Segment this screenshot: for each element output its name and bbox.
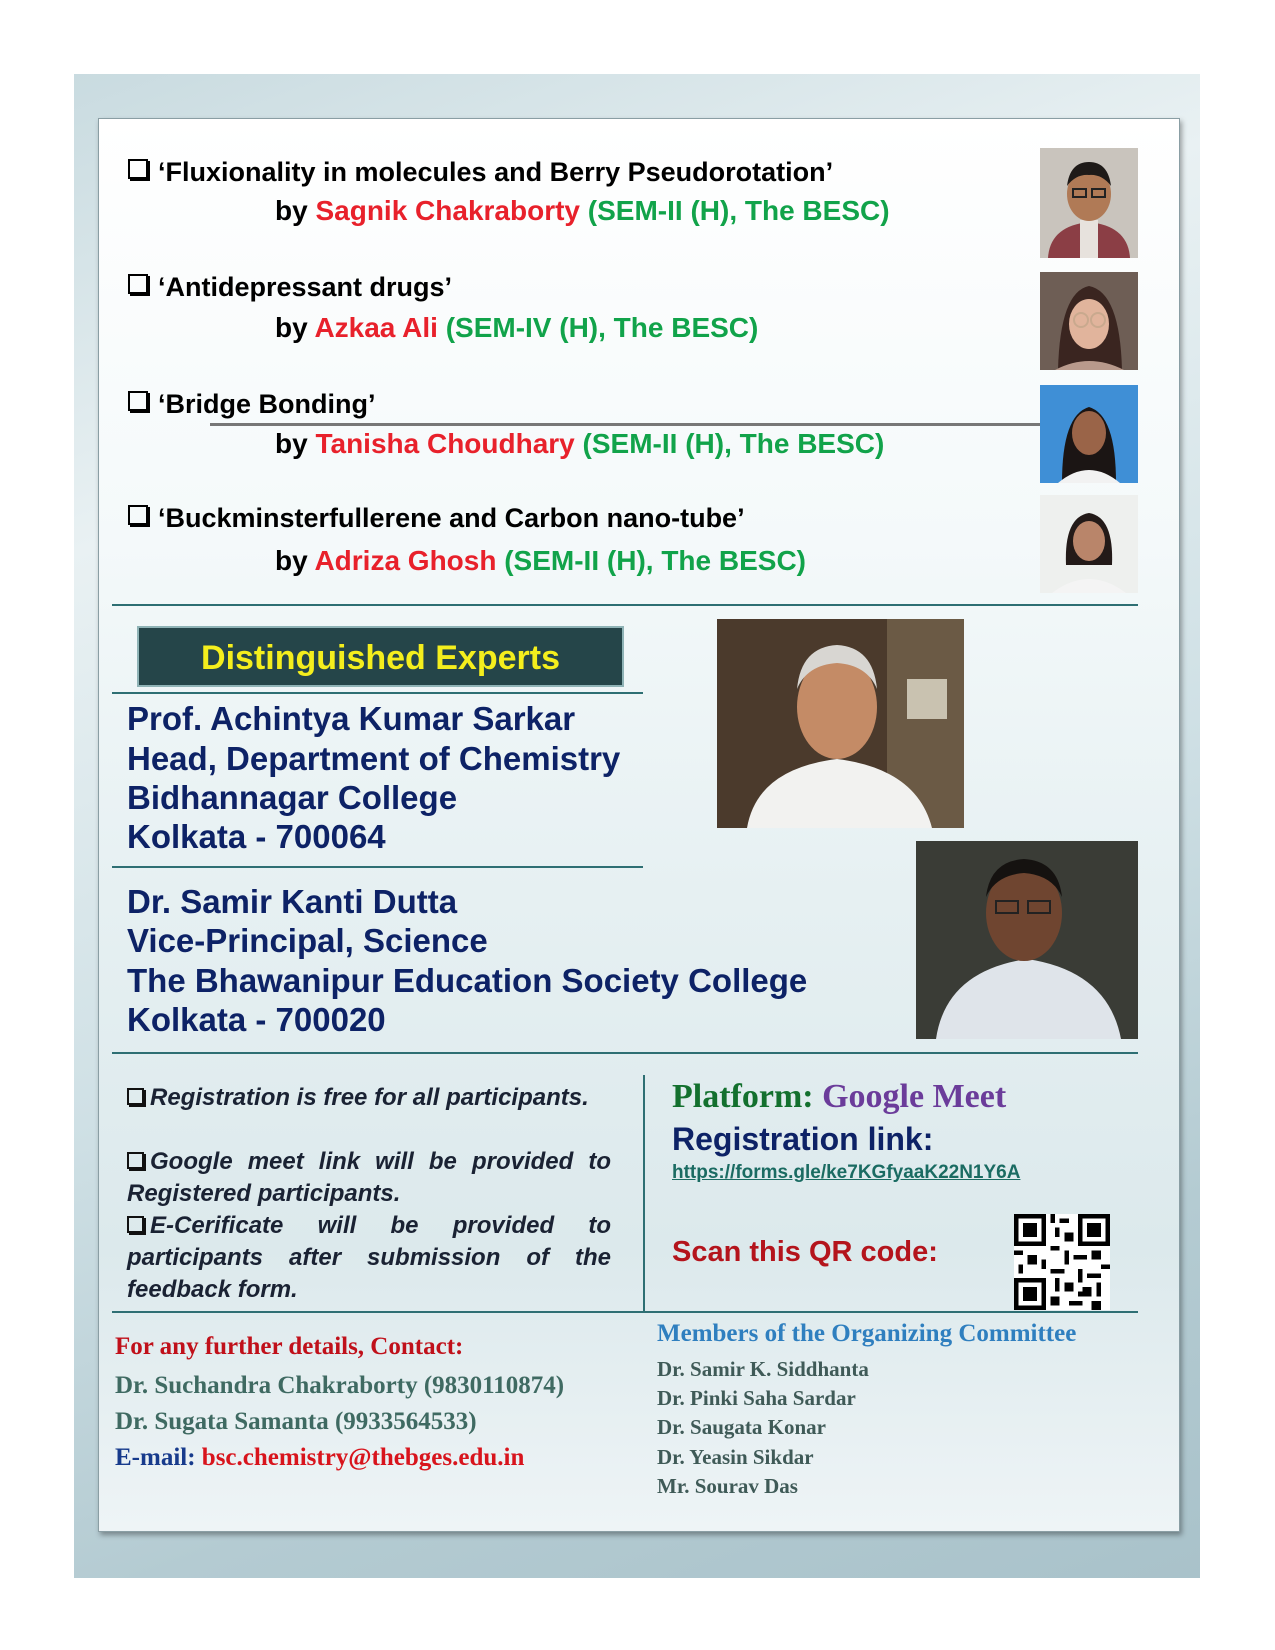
checkbox-bullet-icon bbox=[127, 1216, 144, 1233]
by-label: by bbox=[275, 195, 308, 226]
info-text: Google meet link will be provided to Registered participants. bbox=[127, 1148, 611, 1207]
contact-person-1: Dr. Suchandra Chakraborty (9830110874) bbox=[115, 1372, 565, 1399]
qr-code[interactable] bbox=[1014, 1214, 1110, 1310]
platform-label: Platform: bbox=[672, 1078, 814, 1115]
speaker-affiliation: (SEM-II (H), The BESC) bbox=[587, 195, 890, 226]
email-link[interactable]: bsc.chemistry@thebges.edu.in bbox=[201, 1444, 525, 1471]
qr-label: Scan this QR code: bbox=[672, 1236, 938, 1268]
talk-byline-4 bbox=[275, 545, 806, 577]
checkbox-bullet-icon bbox=[127, 1088, 144, 1105]
divider-line bbox=[210, 423, 1040, 426]
expert-2-city: Kolkata - 700020 bbox=[127, 1001, 386, 1038]
section-divider bbox=[112, 604, 1138, 606]
expert-1-city: Kolkata - 700064 bbox=[127, 818, 386, 855]
info-text: Registration is free for all participants. bbox=[150, 1084, 589, 1111]
contact-person-2: Dr. Sugata Samanta (9933564533) bbox=[115, 1408, 477, 1435]
contact-heading: For any further details, Contact: bbox=[115, 1333, 464, 1360]
distinguished-experts-banner: Distinguished Experts bbox=[137, 626, 624, 687]
expert-photo-1 bbox=[717, 619, 964, 828]
talk-title-text: ‘Bridge Bonding’ bbox=[158, 389, 376, 419]
talk-byline-1 bbox=[275, 195, 890, 227]
talk-title-text: ‘Fluxionality in molecules and Berry Pseudorotation’ bbox=[158, 157, 834, 187]
platform-value: Google Meet bbox=[822, 1078, 1007, 1115]
checkbox-bullet-icon bbox=[128, 274, 148, 294]
by-label: by bbox=[275, 428, 308, 459]
registration-label: Registration link: bbox=[672, 1121, 934, 1157]
expert-2-institution: The Bhawanipur Education Society College bbox=[127, 962, 808, 999]
email-label: E-mail: bbox=[115, 1444, 196, 1471]
by-label: by bbox=[275, 312, 308, 343]
checkbox-bullet-icon bbox=[128, 159, 148, 179]
info-meet-link bbox=[127, 1146, 611, 1210]
registration-link[interactable]: https://forms.gle/ke7KGfyaaK22N1Y6A bbox=[672, 1162, 1021, 1183]
talk-title-2 bbox=[128, 272, 452, 303]
expert-2-name: Dr. Samir Kanti Dutta bbox=[127, 883, 458, 920]
talk-byline-3 bbox=[275, 428, 884, 460]
speaker-photo-2 bbox=[1040, 272, 1138, 370]
talk-title-4 bbox=[128, 503, 745, 534]
speaker-name: Sagnik Chakraborty bbox=[315, 195, 580, 226]
by-label: by bbox=[275, 545, 308, 576]
talk-title-3 bbox=[128, 389, 375, 420]
expert-1-institution: Bidhannagar College bbox=[127, 779, 458, 816]
contact-email-line bbox=[115, 1444, 524, 1472]
committee-member-3: Dr. Saugata Konar bbox=[657, 1415, 826, 1439]
platform-line bbox=[672, 1078, 1006, 1116]
expert-divider bbox=[112, 692, 643, 694]
talk-title-text: ‘Antidepressant drugs’ bbox=[158, 272, 453, 302]
committee-member-5: Mr. Sourav Das bbox=[657, 1474, 798, 1498]
section-divider bbox=[112, 1052, 1138, 1054]
committee-member-4: Dr. Yeasin Sikdar bbox=[657, 1445, 814, 1469]
checkbox-bullet-icon bbox=[128, 391, 148, 411]
talk-title-text: ‘Buckminsterfullerene and Carbon nano-tube’ bbox=[158, 503, 745, 533]
speaker-affiliation: (SEM-II (H), The BESC) bbox=[504, 545, 806, 576]
checkbox-bullet-icon bbox=[127, 1152, 144, 1169]
committee-member-2: Dr. Pinki Saha Sardar bbox=[657, 1386, 856, 1410]
speaker-photo-1 bbox=[1040, 148, 1138, 258]
info-certificate bbox=[127, 1210, 611, 1306]
talk-byline-2 bbox=[275, 312, 758, 344]
talk-title-1 bbox=[128, 157, 833, 188]
info-text: E-Cerificate will be provided to participants after submission of the feedback form. bbox=[127, 1212, 611, 1303]
expert-photo-2 bbox=[916, 841, 1138, 1039]
expert-1-name: Prof. Achintya Kumar Sarkar bbox=[127, 700, 576, 737]
vertical-divider bbox=[643, 1075, 645, 1311]
speaker-name: Azkaa Ali bbox=[314, 312, 438, 343]
checkbox-bullet-icon bbox=[128, 505, 148, 525]
speaker-affiliation: (SEM-II (H), The BESC) bbox=[582, 428, 885, 459]
expert-divider bbox=[112, 866, 643, 868]
expert-1-designation: Head, Department of Chemistry bbox=[127, 740, 621, 777]
committee-heading: Members of the Organizing Committee bbox=[657, 1320, 1077, 1347]
speaker-name: Adriza Ghosh bbox=[314, 545, 497, 576]
section-divider bbox=[112, 1311, 1138, 1313]
speaker-photo-3 bbox=[1040, 385, 1138, 483]
info-registration bbox=[127, 1082, 611, 1114]
speaker-affiliation: (SEM-IV (H), The BESC) bbox=[445, 312, 759, 343]
expert-2-designation: Vice-Principal, Science bbox=[127, 922, 488, 959]
speaker-name: Tanisha Choudhary bbox=[315, 428, 575, 459]
committee-member-1: Dr. Samir K. Siddhanta bbox=[657, 1357, 869, 1381]
speaker-photo-4 bbox=[1040, 495, 1138, 593]
